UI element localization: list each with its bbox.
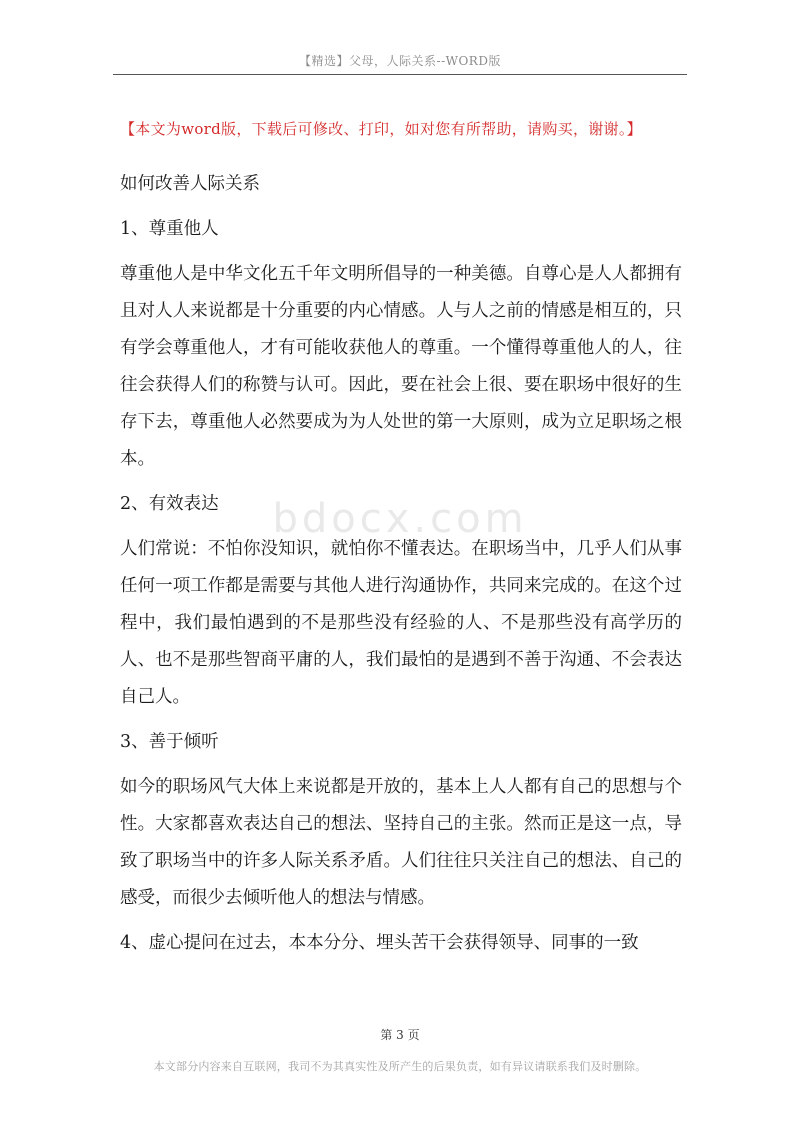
page-header: 【精选】父母，人际关系--WORD版 xyxy=(299,54,501,68)
section-paragraph-1: 尊重他人是中华文化五千年文明所倡导的一种美德。自尊心是人人都拥有且对人人来说都是十分重要的内心情感。人与人之前的情感是相互的，只有学会尊重他人，才有可能收获他人的尊重。一个懂得尊重他人的人，往往会获得人们的称赞与认可。因此，要在社会上很、要在职场中很好的生存下去，尊重他人必然要成为为人处世的第一大原则，成为立足职场之根本。 xyxy=(120,264,682,469)
page-number: 第 3 页 xyxy=(380,1028,420,1042)
watermark-text: bdocx.com xyxy=(272,496,528,542)
section-heading-3: 3、善于倾听 xyxy=(120,732,219,752)
document-body xyxy=(120,166,682,970)
section-paragraph-3: 如今的职场风气大体上来说都是开放的，基本上人人都有自己的思想与个性。大家都喜欢表达自己的想法、坚持自己的主张。然而正是这一点，导致了职场当中的许多人际关系矛盾。人们往往只关注自己的想法、自己的感受，而很少去倾听他人的想法与情感。 xyxy=(120,777,682,908)
section-paragraph-4: 4、虚心提问在过去，本本分分、埋头苦干会获得领导、同事的一致 xyxy=(120,933,639,953)
header-divider xyxy=(113,74,687,75)
section-heading-1: 1、尊重他人 xyxy=(120,219,219,239)
footer-disclaimer: 本文部分内容来自互联网，我司不为其真实性及所产生的后果负责，如有异议请联系我们及时删除。 xyxy=(153,1060,647,1073)
section-paragraph-2: 人们常说：不怕你没知识，就怕你不懂表达。在职场当中，几乎人们从事任何一项工作都是需要与其他人进行沟通协作，共同来完成的。在这个过程中，我们最怕遇到的不是那些没有经验的人、不是那些没有高学历的人、也不是那些智商平庸的人，我们最怕的是遇到不善于沟通、不会表达自己人。 xyxy=(120,539,682,707)
document-title: 如何改善人际关系 xyxy=(120,174,260,194)
purchase-notice: 【本文为word版，下载后可修改、打印，如对您有所帮助，请购买，谢谢。】 xyxy=(120,120,642,138)
section-heading-2: 2、有效表达 xyxy=(120,494,219,514)
